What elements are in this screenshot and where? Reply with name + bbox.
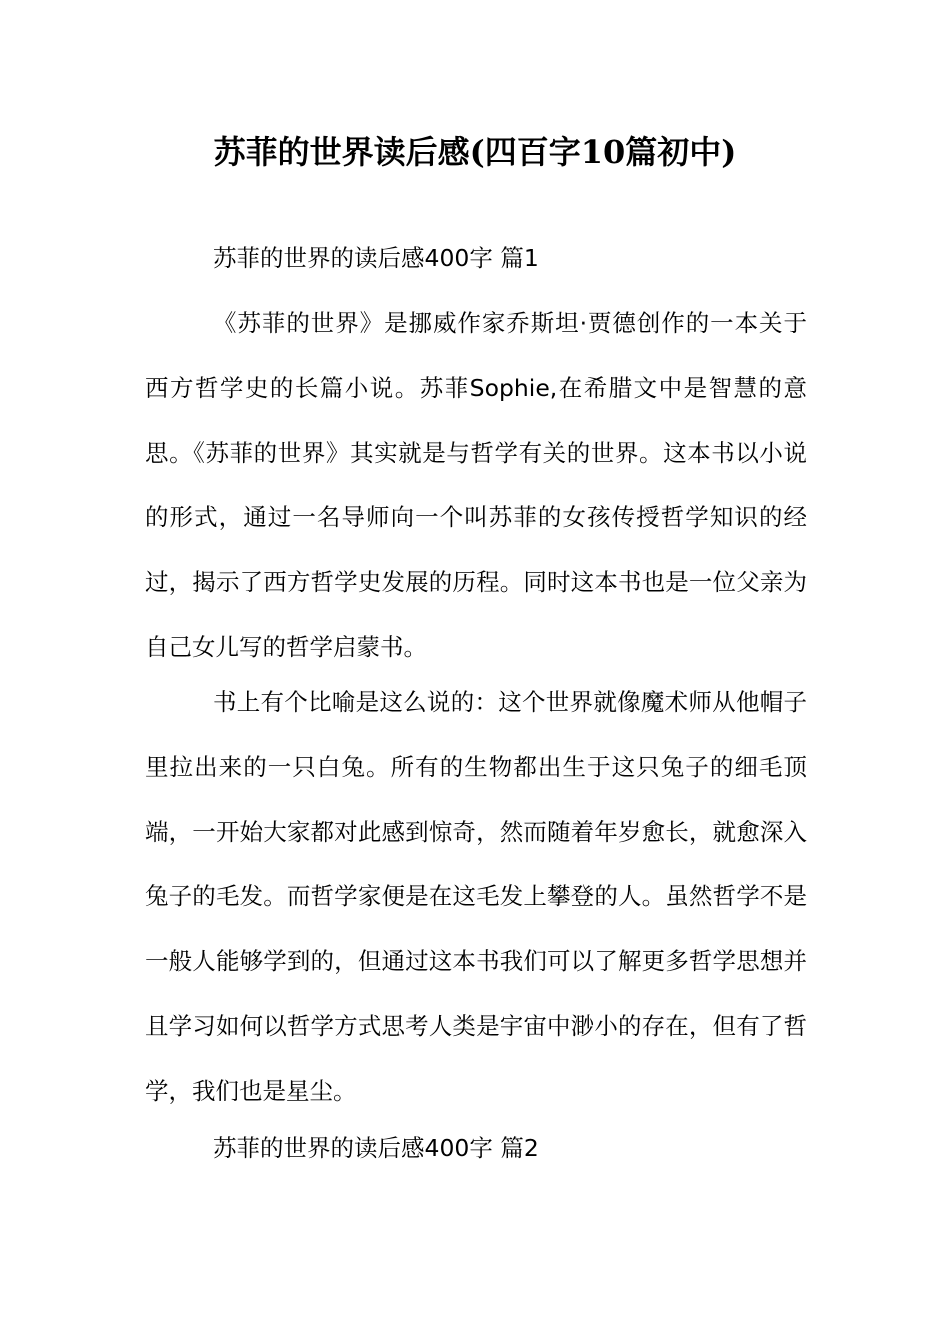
paragraph: 书上有个比喻是这么说的：这个世界就像魔术师从他帽子里拉出来的一只白兔。所有的生物都出生于这只兔子的细毛顶端，一开始大家都对此感到惊奇，然而随着年岁愈长，就愈深入兔子的毛发。而哲学家便是在这毛发上攀登的人。虽然哲学不是一般人能够学到的，但通过这本书我们可以了解更多哲学思想并且学习如何以哲学方式思考人类是宇宙中渺小的存在，但有了哲学，我们也是星尘。 <box>145 688 807 1105</box>
document-title: 苏菲的世界读后感(四百字10篇初中) <box>213 133 737 171</box>
section-heading: 苏菲的世界的读后感400字 篇2 <box>213 1134 539 1162</box>
section-heading: 苏菲的世界的读后感400字 篇1 <box>213 244 539 272</box>
paragraph: 《苏菲的世界》是挪威作家乔斯坦·贾德创作的一本关于西方哲学史的长篇小说。苏菲Sophie,在希腊文中是智慧的意思。《苏菲的世界》其实就是与哲学有关的世界。这本书以小说的形式，通过一名导师向一个叫苏菲的女孩传授哲学知识的经过，揭示了西方哲学史发展的历程。同时这本书也是一位父亲为自己女儿写的哲学启蒙书。 <box>145 309 807 661</box>
